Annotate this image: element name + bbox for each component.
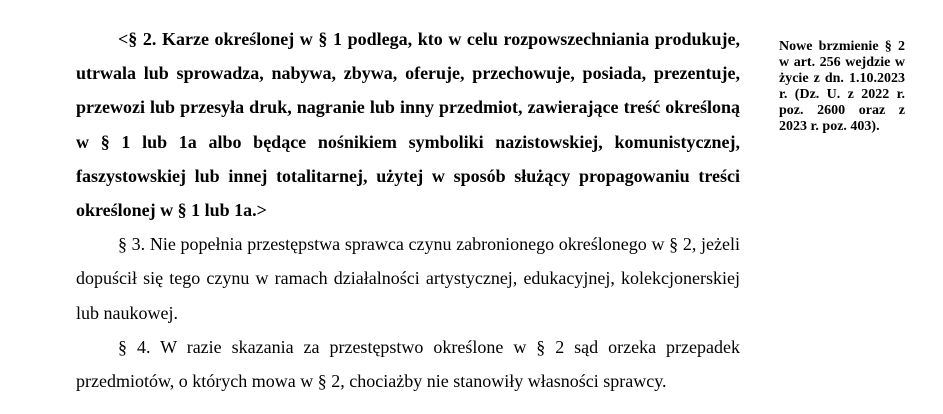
document-body [76,22,740,398]
paragraph-section-4: § 4. W razie skazania za przestępstwo określone w § 2 sąd orzeka przepadek przedmiotów, o których mowa w § 2, chociażby nie stanowiły własności sprawcy. [76,336,740,392]
margin-note: Nowe brzmienie § 2 w art. 256 wejdzie w życie z dn. 1.10.2023 r. (Dz. U. z 2022 r. poz. 2600 oraz z 2023 r. poz. 403). [779,39,905,134]
paragraph-section-2: <§ 2. Karze określonej w § 1 podlega, kto w celu rozpowszechniania produkuje, utrwala lub sprowadza, nabywa, zbywa, oferuje, przechowuje, posiada, prezentuje, przewozi lub przesyła druk, nagranie lub inny przedmiot, zawierające treść określoną w § 1 lub 1a albo będące nośnikiem symboliki nazistowskiej, komunistycznej, faszystowskiej lub innej totalitarnej, użytej w sposób służący propagowaniu treści określonej w § 1 lub 1a.> [76,29,740,221]
paragraph-section-3: § 3. Nie popełnia przestępstwa sprawca czynu zabronionego określonego w § 2, jeżeli dopuścił się tego czynu w ramach działalności artystycznej, edukacyjnej, kolekcjonerskiej lub naukowej. [76,234,740,323]
